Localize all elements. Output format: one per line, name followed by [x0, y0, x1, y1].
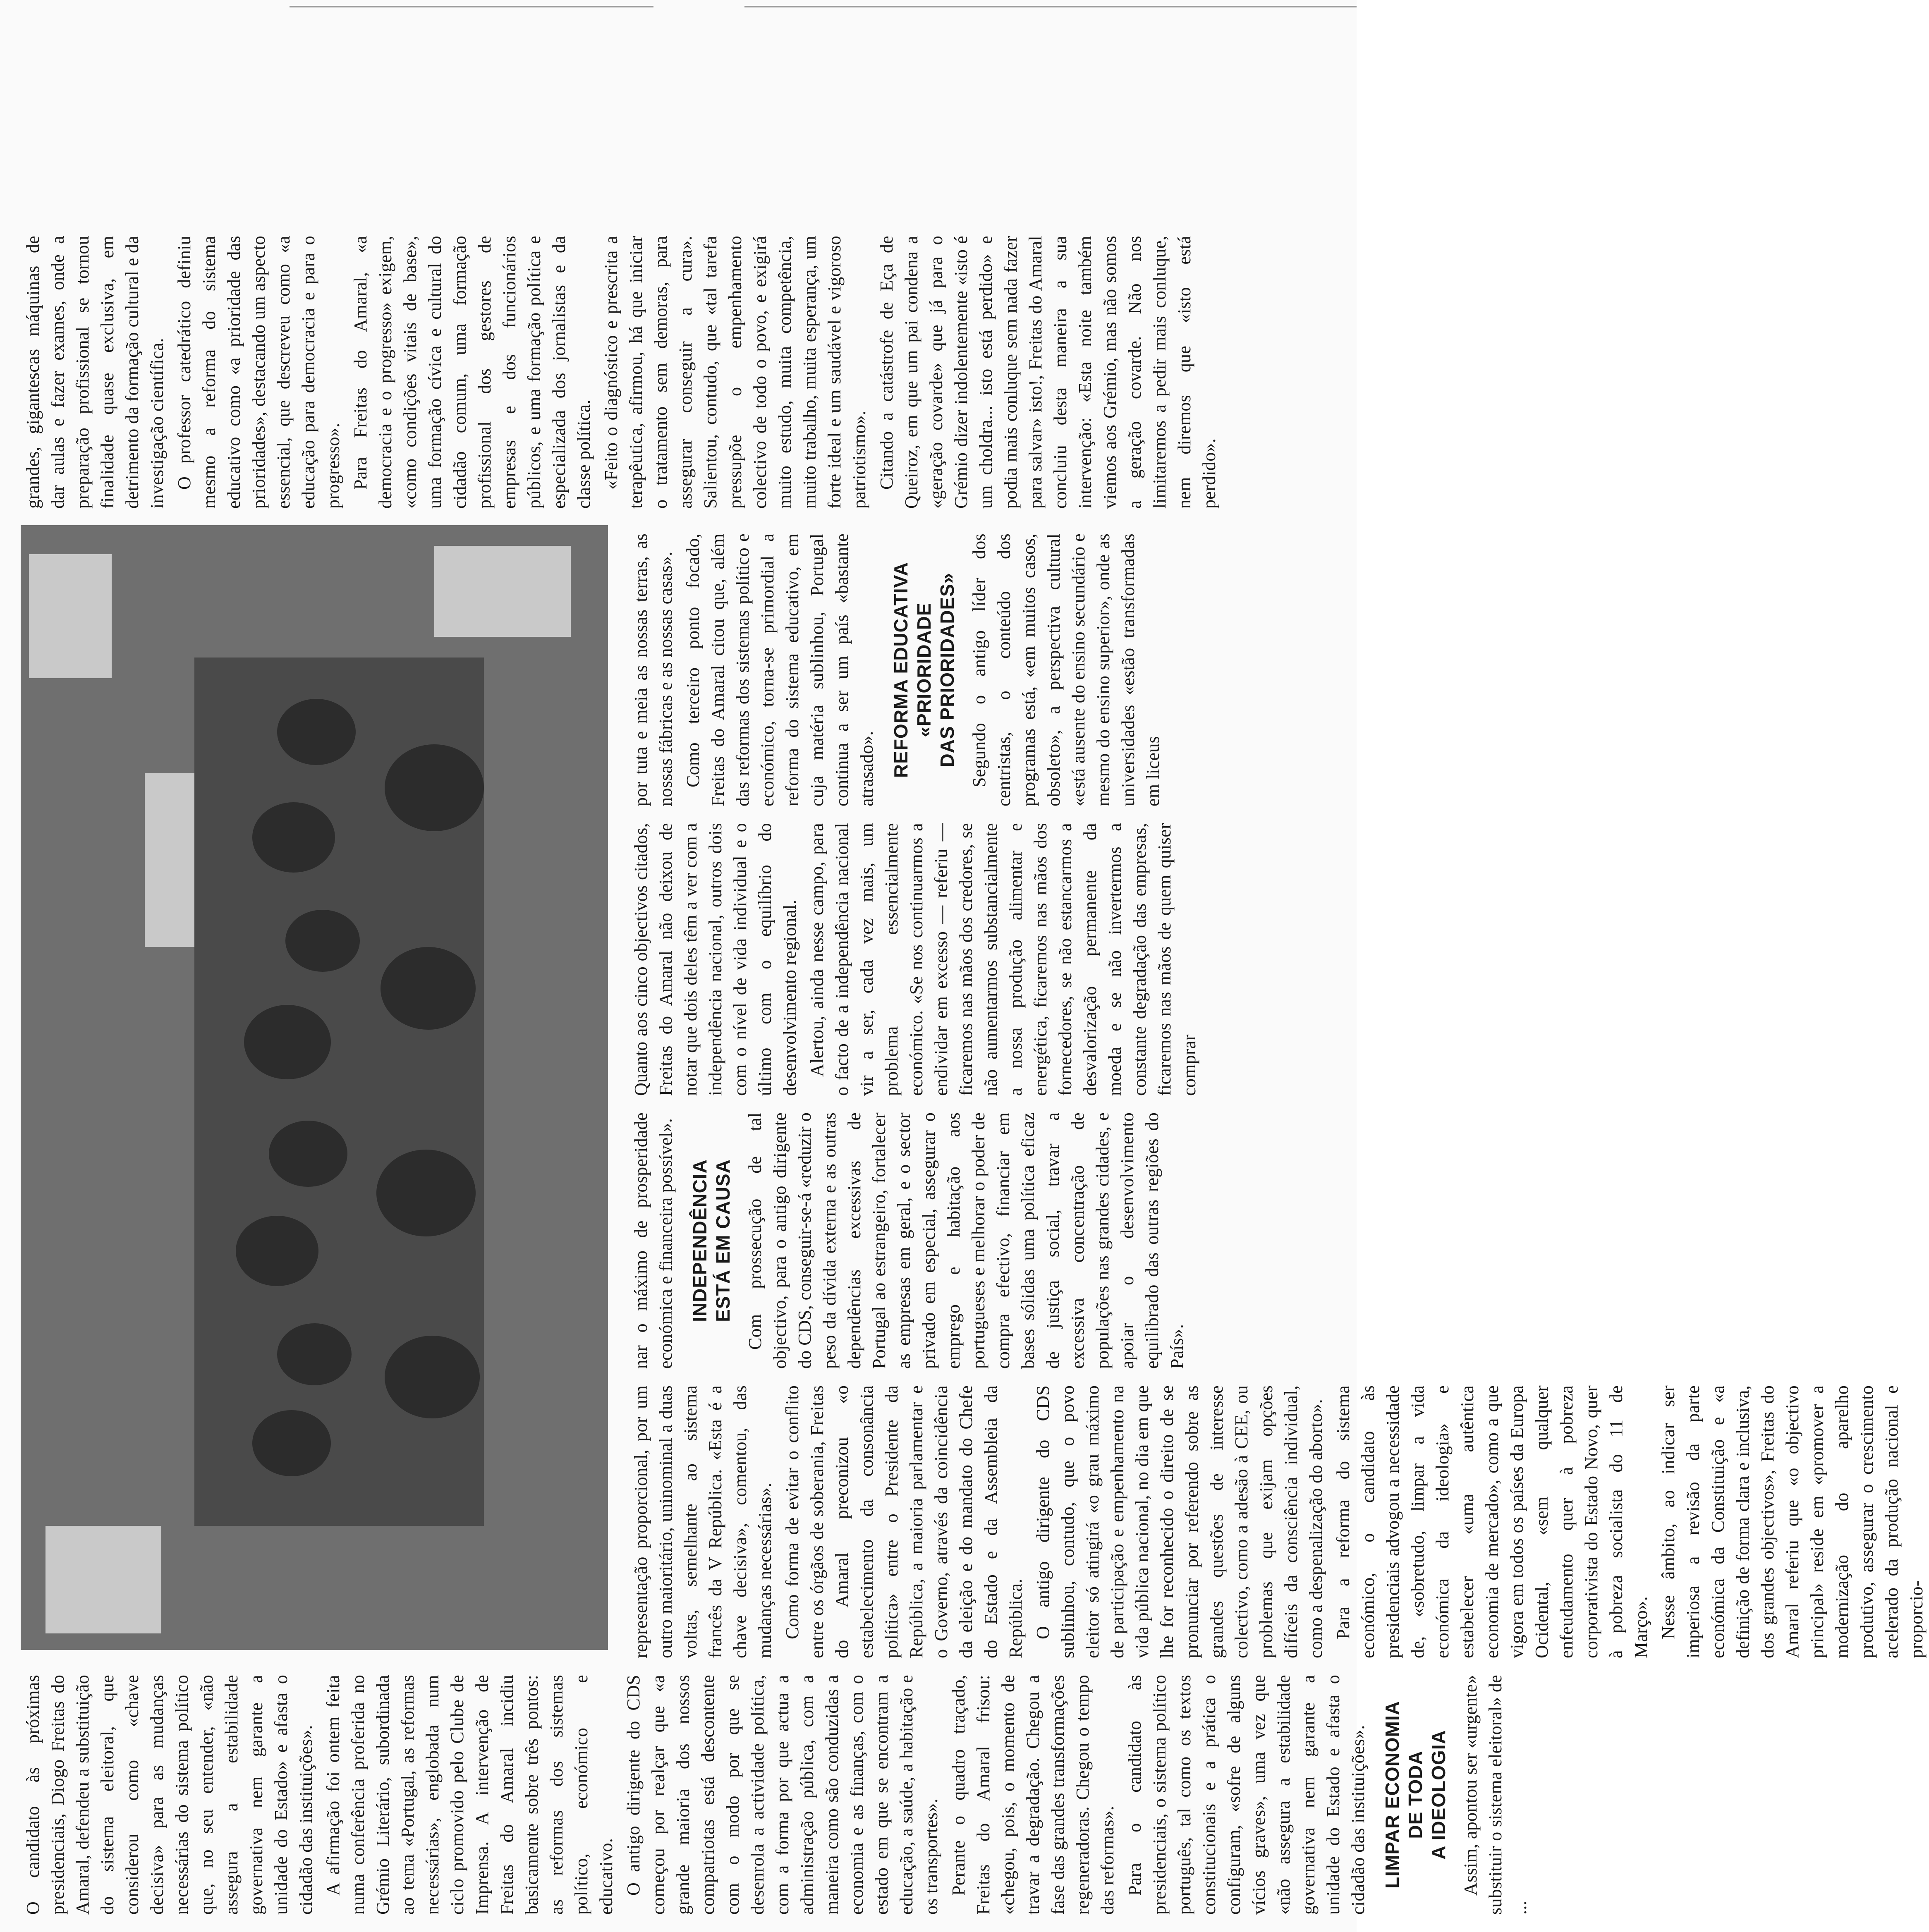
paragraph: Como forma de evitar o conflito entre os órgãos de soberania, Freitas do Amaral preconizou «o estabelecimento da consonância política» entre o Presidente da República, a maioria parlamentar e o Governo, através da coincidência da eleição e do mandato do Chefe do Estado e da Assembleia da República. — [782, 1385, 1026, 1658]
photo-figure — [277, 1323, 352, 1385]
subheading-line: DE TODA — [1405, 1750, 1426, 1839]
paragraph: Para o candidato às presidenciais, o sistema político português, tal como os textos constitucionais e a prática o configuram, «sofre de alguns vícios graves», uma vez que «não assegura a estabilidade governativa nem garante a unidade do Estado e afasta o cidadão das instituições». — [1125, 1675, 1368, 1915]
photo-highlight — [45, 1526, 161, 1633]
photo-figure — [277, 699, 356, 765]
photo-figure — [376, 1150, 476, 1236]
subheading-line: LIMPAR ECONOMIA — [1381, 1701, 1403, 1889]
subheading-independencia — [688, 1112, 735, 1369]
subheading-line: INDEPENDÊNCIA — [689, 1159, 711, 1322]
top-rule-right — [744, 6, 1357, 7]
photo-highlight — [145, 773, 203, 947]
paragraph: Como terceiro ponto focado, Freitas do Amaral citou que, além das reformas dos sistemas político e económico, torna-se primordial a reforma do sistema educativo, em cuja matéria sublinhou, Portugal continua a ser um país «bastante atrasado». — [683, 533, 877, 806]
paragraph: Citando a catástrofe de Eça de Queiroz, em que um pai condena a «geração covarde» que já para o Grémio dizer indolentemente «isto é um choldra... isto está perdido» e podia mais conluque sem nada fazer para salvar» isto!, Freitas do Amaral concluiu desta maneira a sua intervenção: «Esta noite também viemos aos Grémio, mas não somos a geração covarde. Não nos limitaremos a pedir mais conluque, nem diremos que «isto está perdido». — [876, 236, 1219, 509]
article-column-6 — [21, 236, 1241, 509]
subheading-line: A IDEOLOGIA — [1428, 1730, 1449, 1860]
photo-figure — [252, 1410, 331, 1476]
photo-figure — [285, 910, 360, 972]
photo-highlight — [29, 554, 112, 678]
subheading-reforma-educativa — [889, 533, 959, 806]
paragraph: Alertou, ainda nesse campo, para o facto de a independência nacional vir a ser, cada vez mais, um problema essencialmente económico. «Se nos continuarmos a endividar em excesso — referiu — ficaremos nas mãos dos credores, se não aumentarmos substancialmente a nossa produção alimentar e energética, ficaremos nas mãos dos fornecedores, se não estancarmos a desvalorização permanente da moeda e se não invertermos a constante degradação das empresas, ficaremos nas mãos de quem quiser comprar — [807, 823, 1199, 1096]
paragraph: O antigo dirigente do CDS sublinhou, contudo, que o povo eleitor só atingirá «o grau máximo de participação e empenhamento na vida pública nacional, no dia em que lhe for reconhecido o direito de se pronunciar por referendo sobre as grandes questões de interesse colectivo, como a adesão à CEE, ou problemas que exijam opções difíceis da consciência individual, como a despenalização do aborto». — [1033, 1385, 1326, 1658]
subheading-limpar-economia — [1381, 1675, 1450, 1915]
photo-figure — [252, 802, 335, 873]
paragraph: Segundo o antigo líder dos centristas, o conteúdo dos programas está, «em muitos casos, obsoleto», a perspectiva cultural «está ausente do ensino secundário e mesmo do ensino superior», onde as universidades «estão transformadas em liceus — [969, 533, 1163, 806]
paragraph: A afirmação foi ontem feita numa conferência proferida no Grémio Literário, subordinada ao tema «Portugal, as reformas necessárias», englobada num ciclo promovido pelo Clube de Imprensa. A intervenção de Freitas do Amaral incidiu basicamente sobre três pontos: as reformas dos sistemas político, económico e educativo. — [323, 1675, 616, 1915]
paragraph: grandes, gigantescas máquinas de dar aulas e fazer exames, onde a preparação profissional se tornou finalidade quase exclusiva, em detrimento da formação cultural e da investigação científica. — [23, 236, 167, 509]
paragraph: Para a reforma do sistema económico, o candidato às presidenciais advogou a necessidade de, «sobretudo, limpar a vida económica da ideologia» e estabelecer «uma autêntica economia de mercado», como a que vigora em todos os países da Europa Ocidental, «sem qualquer enfeudamento quer à pobreza corporativista do Estado Novo, quer à pobreza socialista do 11 de Março». — [1333, 1385, 1651, 1658]
photo-figure — [269, 1121, 347, 1187]
photo-figure — [385, 744, 484, 831]
paragraph: O candidato às próximas presidenciais, Diogo Freitas do Amaral, defendeu a substituição do sistema eleitoral, que considerou como «chave decisiva» para as mudanças necessárias do sistema político que, no seu entender, «não assegura a estabilidade governativa nem garante a unidade do Estado» e afasta o cidadão das instituições». — [23, 1675, 316, 1915]
photo-figure — [381, 947, 476, 1030]
paragraph: Assim, apontou ser «urgente» substituir o sistema eleitoral» de ... — [1460, 1675, 1530, 1915]
paragraph: Para Freitas do Amaral, «a democracia e o progresso» exigem, «como condições vitais de base», uma formação cívica e cultural do cidadão comum, uma formação profissional dos gestores de empresas e dos funcionários públicos, e uma formação política e especializada dos jornalistas e da classe política. — [350, 236, 594, 509]
paragraph: nar o máximo de prosperidade económica e financeira possível». — [631, 1112, 676, 1369]
photo-highlight — [434, 546, 571, 637]
subheading-line: REFORMA EDUCATIVA — [890, 562, 912, 778]
paragraph: O antigo dirigente do CDS começou por realçar que «a grande maioria dos nossos compatriotas está descontente com o modo por que se desenrola a actividade política, com a forma por que actua a administração pública, com a maneira como são conduzidas a economia e as finanças, com o estado em que se encontram a educação, a saúde, a habitação e os transportes». — [623, 1675, 941, 1915]
subheading-line: «PRIORIDADE — [913, 603, 935, 737]
article-column-5 — [629, 533, 1249, 806]
article-column-2 — [629, 1385, 1927, 1658]
paragraph: Com prossecução de tal objectivo, para o antigo dirigente do CDS, conseguir-se-á «reduzir o peso da dívida externa e as outras dependências excessivas de Portugal ao estrangeiro, fortalecer as empresas em geral, e o sector privado em especial, assegurar o emprego e habitação aos portugueses e melhorar o poder de compra efectivo, financiar em bases sólidas uma política eficaz de justiça social, travar a excessiva concentração de populações nas grandes cidades, e apoiar o desenvolvimento equilibrado das outras regiões do País». — [745, 1112, 1187, 1369]
article-column-4 — [629, 823, 1249, 1096]
article-column-1 — [21, 1675, 1530, 1915]
photo-figure — [385, 1336, 480, 1418]
subheading-line: ESTÁ EM CAUSA — [712, 1159, 734, 1322]
photo-figure — [236, 1216, 318, 1286]
paragraph: «Feito o diagnóstico e prescrita a terapêutica, afirmou, há que iniciar o tratamento sem demoras, para assegurar conseguir a cura». Salientou, contudo, que «tal tarefa pressupõe o empenhamento colectivo de todo o povo, e exigirá muito estudo, muita competência, muito trabalho, muita esperança, um forte ideal e um saudável e vigoroso patriotismo». — [601, 236, 869, 509]
article-column-3 — [629, 1112, 1249, 1369]
paragraph: Nesse âmbito, ao indicar ser imperiosa a revisão da parte económica da Constituição e «a definição de forma clara e inclusiva, dos grandes objectivos», Freitas do Amaral referiu que «o objectivo principal» reside em «promover a modernização do aparelho produtivo, assegurar o crescimento acelerado da produção nacional e proporcio- — [1658, 1385, 1927, 1658]
paragraph: Perante o quadro traçado, Freitas do Amaral frisou: «chegou, pois, o momento de travar a degradação. Chegou a fase das grandes transformações regeneradoras. Chegou o tempo das reformas». — [948, 1675, 1118, 1915]
paragraph: O professor catedrático definiu mesmo a reforma do sistema educativo como «a prioridade das prioridades», destacando um aspecto essencial, que descreveu como «a educação para democracia e para o progresso». — [174, 236, 343, 509]
paragraph: representação proporcional, por um outro maioritário, uninominal a duas voltas, semelhante ao sistema francês da V República. «Esta é a chave decisiva», comentou, das mudanças necessárias». — [631, 1385, 775, 1658]
paragraph: por tuta e meia as nossas terras, as nossas fábricas e as nossas casas». — [631, 533, 676, 806]
photo-figure — [244, 1005, 331, 1079]
subheading-line: DAS PRIORIDADES» — [936, 572, 958, 768]
paragraph: Quanto aos cinco objectivos citados, Freitas do Amaral não deixou de notar que dois deles têm a ver com a independência nacional, outros dois com o nível de vida individual e o último com o equilíbrio do desenvolvimento regional. — [631, 823, 800, 1096]
top-rule-left — [290, 6, 653, 7]
crowd-photo — [21, 525, 608, 1650]
rotated-newspaper-page — [21, 91, 1927, 1915]
